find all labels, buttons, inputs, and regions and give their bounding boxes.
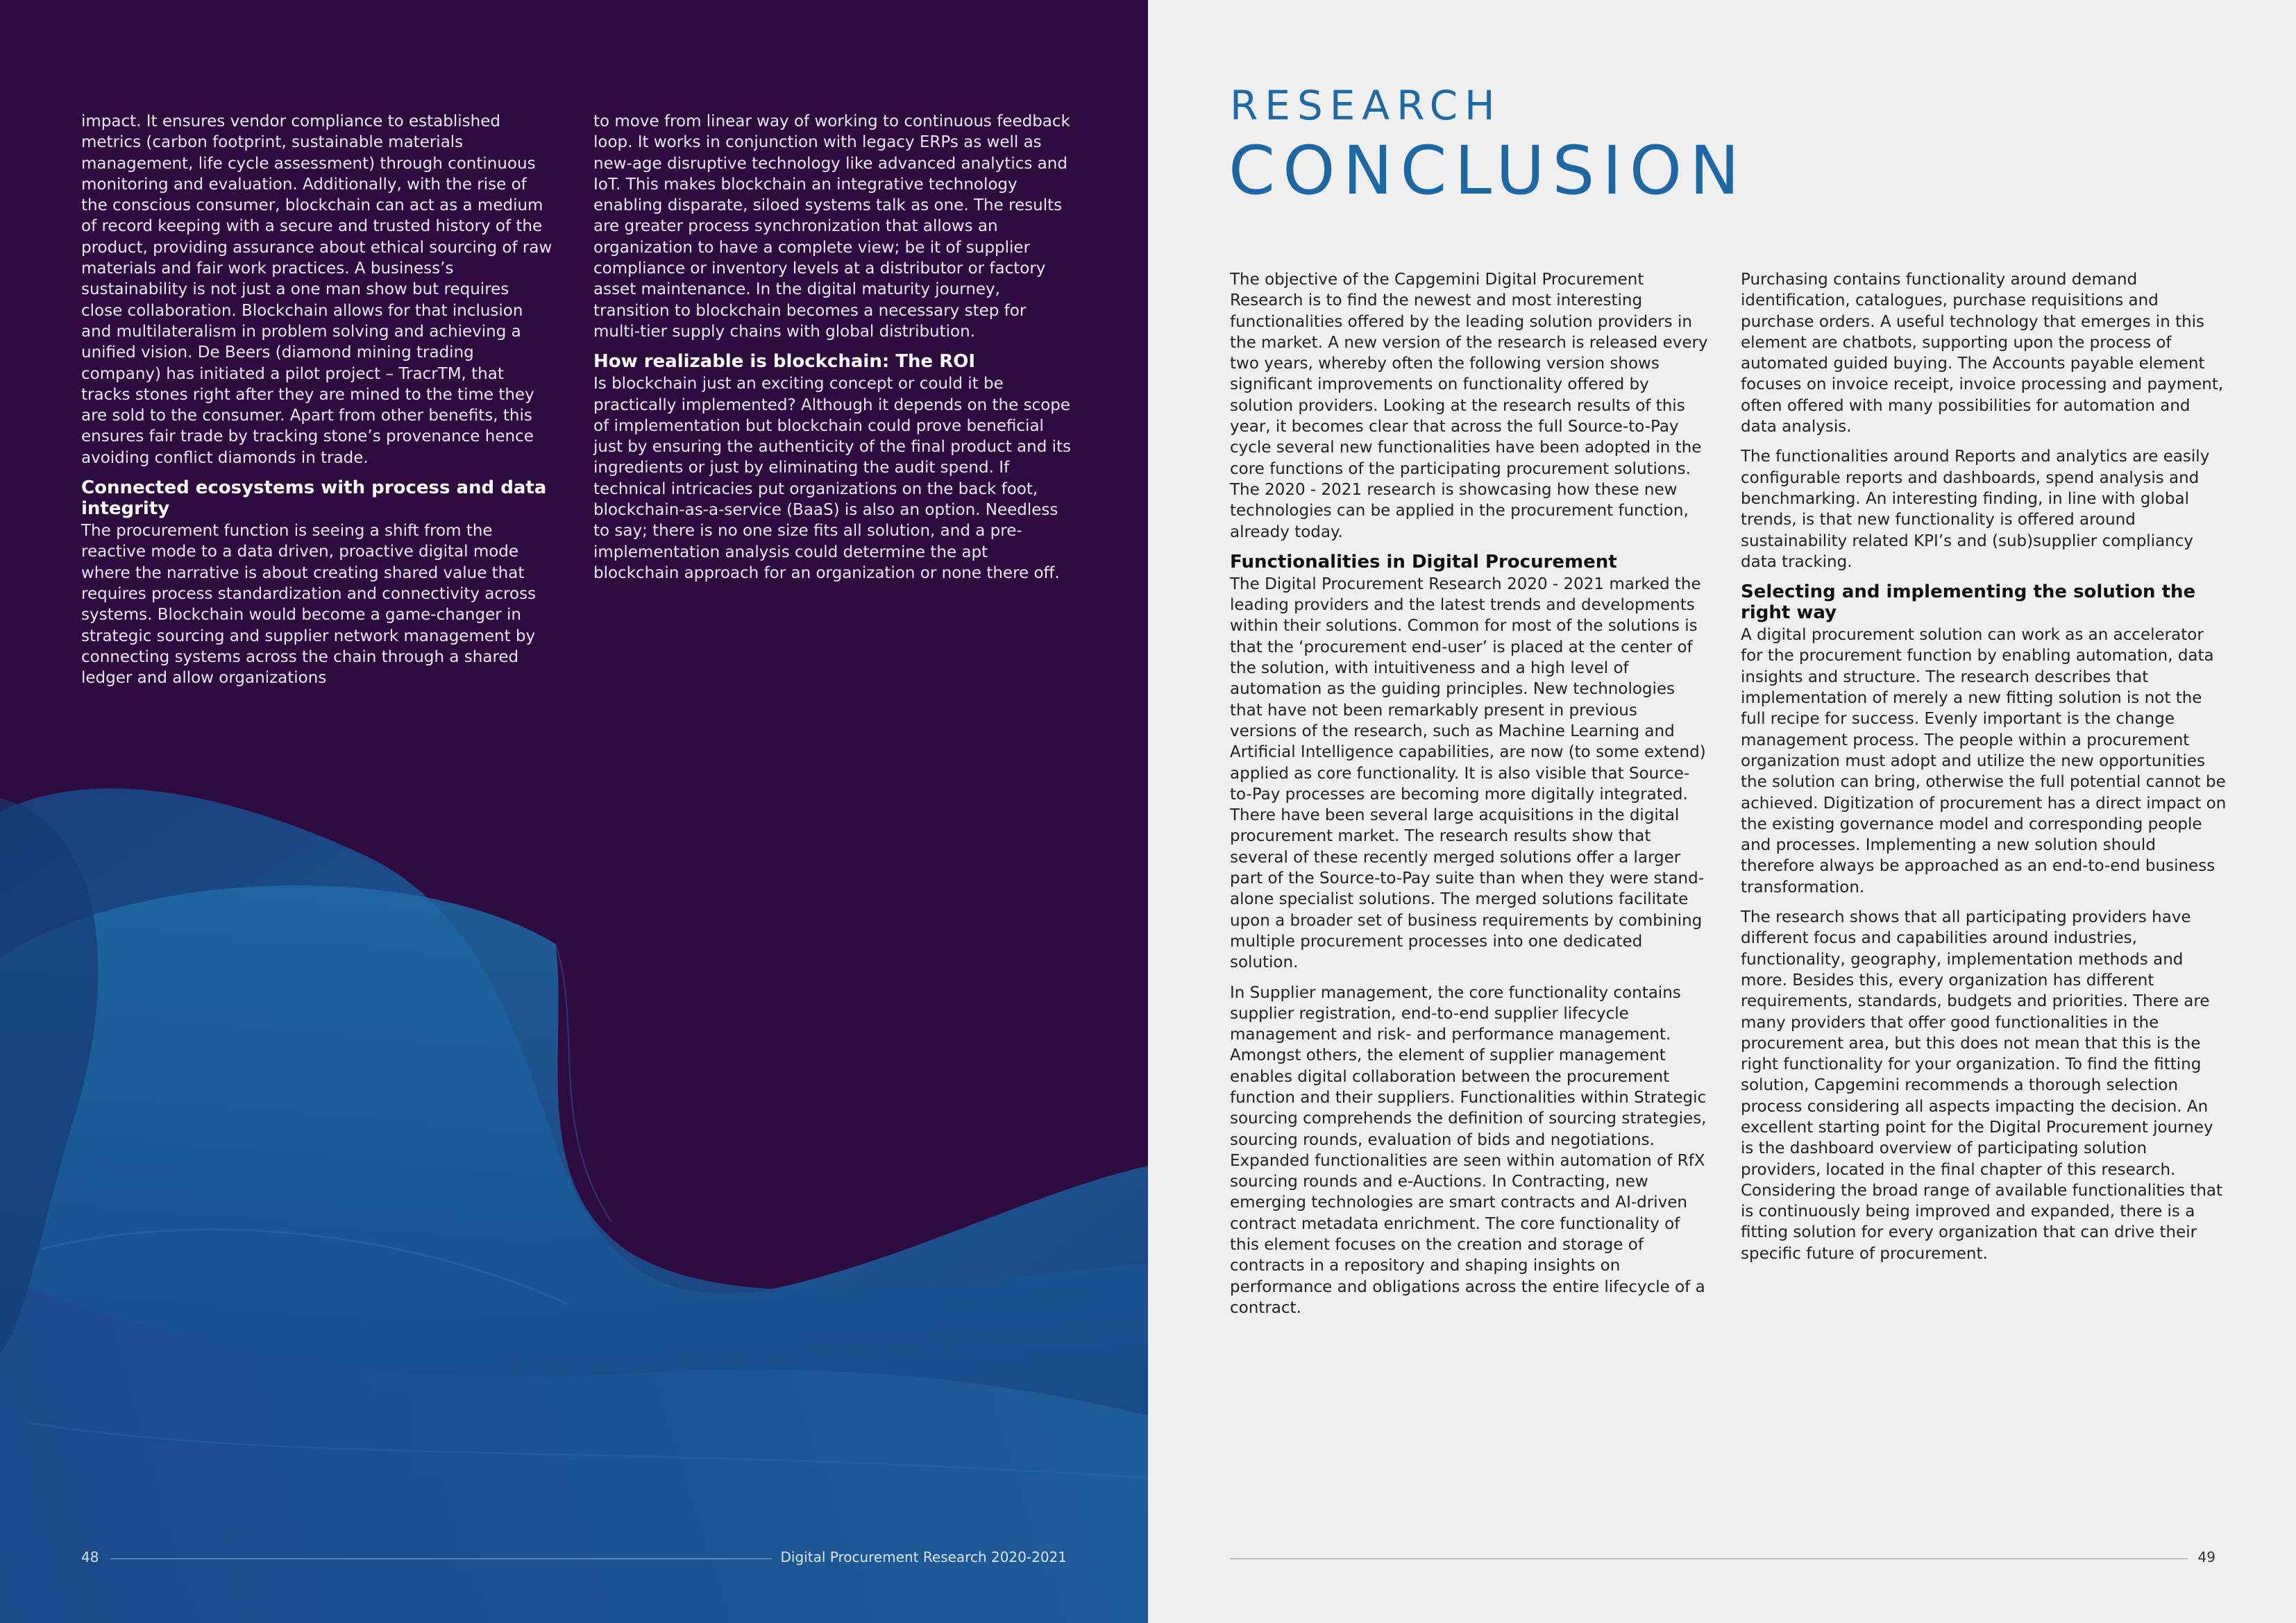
paragraph: Is blockchain just an exciting concept or could it be practically implemented? Although it depends on the scope of implementation but blockchain could prove beneficial just by ensuring the authenticity of the final product and its ingredients or just by eliminating the audit spend. If technical intricacies put organizations on the back foot, blockchain-as-a-service (BaaS) is also an option. Needless to say; there is no one size fits all solution, and a pre-implementation analysis could determine the apt blockchain approach for an organization or none there off. bbox=[593, 375, 1072, 582]
footer-title: Digital Procurement Research 2020-2021 bbox=[780, 1549, 1067, 1565]
section-heading: Functionalities in Digital Procurement bbox=[1230, 551, 1617, 572]
page-number: 48 bbox=[81, 1549, 99, 1565]
paragraph: In Supplier management, the core functionality contains supplier registration, end-to-end supplier lifecycle management and risk- and performance management. Amongst others, the element of supplier management enables digital collaboration between the procurement function and their suppliers. Functionalities within Strategic sourcing comprehends the definition of sourcing strategies, sourcing rounds, evaluation of bids and negotiations. Expanded functionalities are seen within automation of RfX sourcing rounds and e-Auctions. In Contracting, new emerging technologies are smart contracts and AI-driven contract metadata enrichment. The core functionality of this element focuses on the creation and storage of contracts in a repository and shaping insights on performance and obligations across the entire lifecycle of a contract. bbox=[1230, 983, 1707, 1317]
paragraph: The research shows that all participating providers have different focus and capabilities around industries, functionality, geography, implementation methods and more. Besides this, every organization has different requirements, standards, budgets and priorities. There are many providers that offer good functionalities in the procurement area, but this does not mean that this is the right functionality for your organization. To find the fitting solution, Capgemini recommends a thorough selection process considering all aspects impacting the decision. An excellent starting point for the Digital Procurement journey is the dashboard overview of participating solution providers, located in the final chapter of this research. Considering the broad range of available functionalities that is continuously being improved and expanded, there is a fitting solution for every organization that can drive their specific future of procurement. bbox=[1741, 908, 2223, 1263]
paragraph: The functionalities around Reports and analytics are easily configurable reports and dashboards, spend analysis and benchmarking. An interesting finding, in line with global trends, is that new functionality is offered around sustainability related KPI’s and (sub)supplier compliancy data tracking. bbox=[1741, 448, 2210, 571]
left-column-2 bbox=[593, 111, 1072, 593]
section-heading: Connected ecosystems with process and data integrity bbox=[81, 477, 547, 520]
heading-research: RESEARCH bbox=[1230, 82, 1502, 129]
footer-divider bbox=[110, 1558, 772, 1559]
paragraph: The objective of the Capgemini Digital Procurement Research is to find the newest and most interesting functionalities offered by the leading solution providers in the market. A new version of the research is released every two years, whereby often the following version shows significant improvements on functionality offered by solution providers. Looking at the research results of this year, it becomes clear that across the full Source-to-Pay cycle several new functionalities have been adopted in the core functions of the participating procurement solutions. The 2020 - 2021 research is showcasing how these new technologies can be applied in the procurement function, already today. bbox=[1230, 271, 1708, 541]
section-heading: Selecting and implementing the solution the right way bbox=[1741, 581, 2196, 624]
right-column-2 bbox=[1741, 269, 2227, 1273]
heading-conclusion: CONCLUSION bbox=[1229, 132, 1748, 210]
left-column-1 bbox=[81, 111, 553, 697]
paragraph: impact. It ensures vendor compliance to established metrics (carbon footprint, sustainable materials management, life cycle assessment) through continuous monitoring and evaluation. Additionally, with the rise of the conscious consumer, blockchain can act as a medium of record keeping with a secure and trusted history of the product, providing assurance about ethical sourcing of raw materials and fair work practices. A business’s sustainability is not just a one man show but requires close collaboration. Blockchain allows for that inclusion and multilateralism in problem solving and achieving a unified vision. De Beers (diamond mining trading company) has initiated a pilot project – TracrTM, that tracks stones right after they are mined to the time they are sold to the consumer. Apart from other benefits, this ensures fair trade by tracking stone’s provenance hence avoiding conflict diamonds in trade. bbox=[81, 112, 552, 467]
right-column-1 bbox=[1230, 269, 1709, 1327]
section-heading: How realizable is blockchain: The ROI bbox=[593, 351, 975, 373]
paragraph: Purchasing contains functionality around demand identification, catalogues, purchase requisitions and purchase orders. A useful technology that emerges in this element are chatbots, supporting upon the process of automated guided buying. The Accounts payable element focuses on invoice receipt, invoice processing and payment, often offered with many possibilities for automation and data analysis. bbox=[1741, 271, 2224, 436]
page-number: 49 bbox=[2197, 1549, 2215, 1565]
footer-divider bbox=[1230, 1558, 2188, 1559]
paragraph: A digital procurement solution can work as an accelerator for the procurement function by enabling automation, data insights and structure. The research describes that implementation of merely a new fitting solution is not the full recipe for success. Evenly important is the change management process. The people within a procurement organization must adopt and utilize the new opportunities the solution can bring, otherwise the full potential cannot be achieved. Digitization of procurement has a direct impact on the existing governance model and corresponding people and processes. Implementing a new solution should therefore always be approached as an end-to-end business transformation. bbox=[1741, 626, 2227, 897]
right-page bbox=[1148, 0, 2296, 1623]
paragraph: to move from linear way of working to continuous feedback loop. It works in conjunction with legacy ERPs as well as new-age disruptive technology like advanced analytics and IoT. This makes blockchain an integrative technology enabling disparate, siloed systems talk as one. The results are greater process synchronization that allows an organization to have a complete view; be it of supplier compliance or inventory levels at a distributor or factory asset maintenance. In the digital maturity journey, transition to blockchain becomes a necessary step for multi-tier supply chains with global distribution. bbox=[593, 112, 1070, 341]
paragraph: The Digital Procurement Research 2020 - 2021 marked the leading providers and the latest trends and developments within their solutions. Common for most of the solutions is that the ‘procurement end-user’ is placed at the center of the solution, with intuitiveness and a high level of automation as the guiding principles. New technologies that have not been remarkably present in previous versions of the research, such as Machine Learning and Artificial Intelligence capabilities, are now (to some extend) applied as core functionality. It is also visible that Source-to-Pay processes are becoming more digitally integrated. There have been several large acquisitions in the digital procurement market. The research results show that several of these recently merged solutions offer a larger part of the Source-to-Pay suite than when they were stand-alone specialist solutions. The merged solutions facilitate upon a broader set of business requirements by combining multiple procurement processes into one dedicated solution. bbox=[1230, 575, 1706, 972]
left-footer bbox=[81, 1549, 1067, 1570]
right-footer bbox=[1230, 1549, 2215, 1570]
paragraph: The procurement function is seeing a shift from the reactive mode to a data driven, proactive digital mode where the narrative is about creating shared value that requires process standardization and connectivity across systems. Blockchain would become a game-changer in strategic sourcing and supplier network management by connecting systems across the chain through a shared ledger and allow organizations bbox=[81, 522, 537, 688]
